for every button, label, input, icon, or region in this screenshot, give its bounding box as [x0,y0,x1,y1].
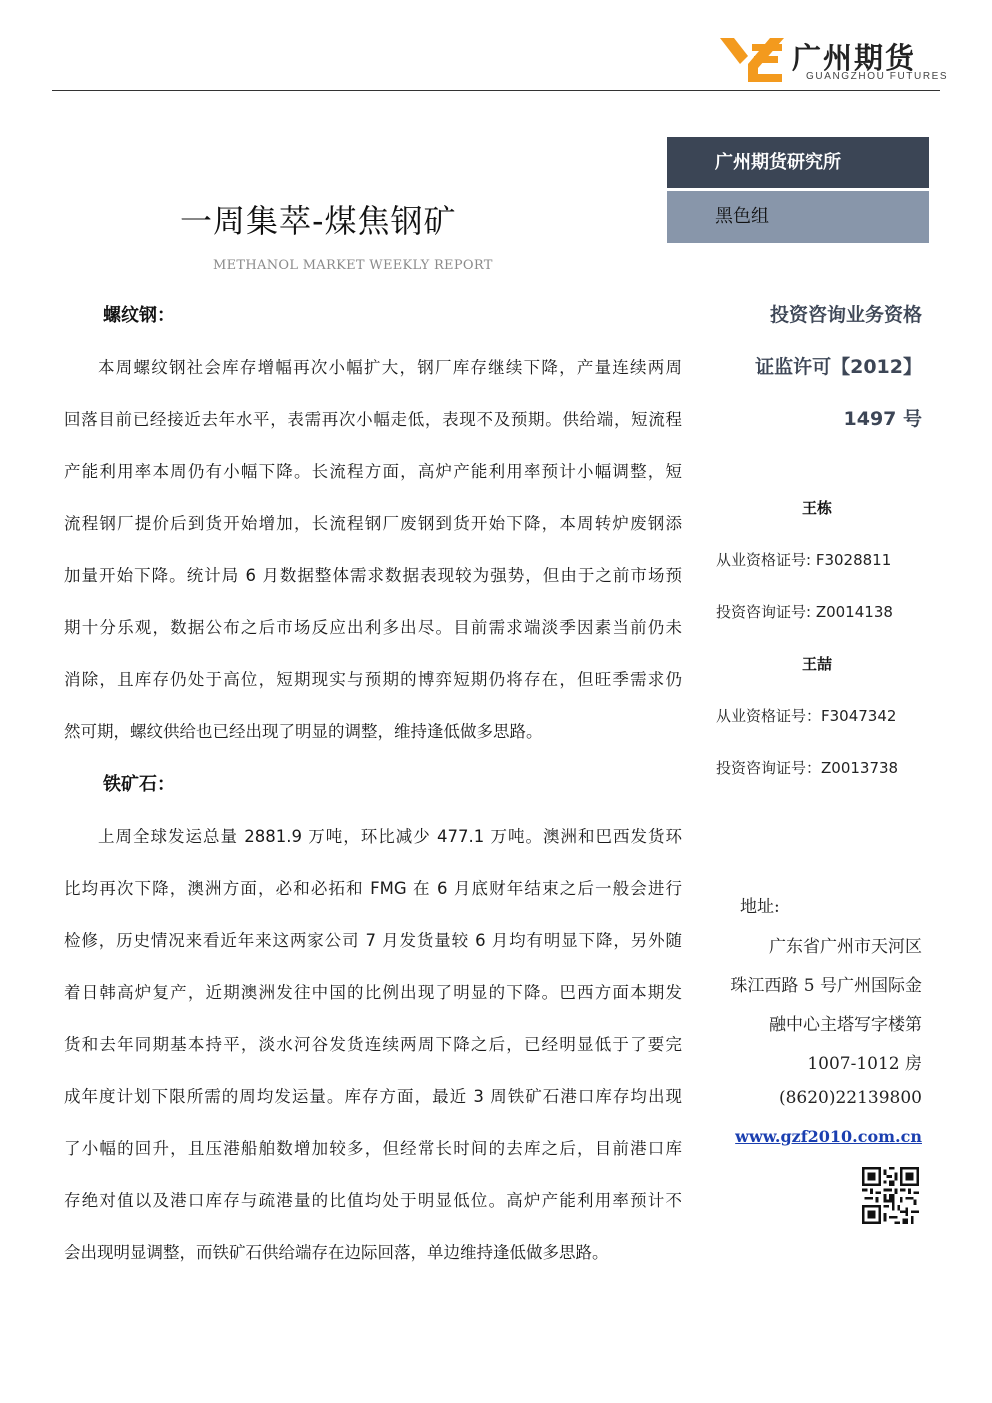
paragraph-line: 会出现明显调整，而铁矿石供给端存在边际回落，单边维持逢低做多思路。 [64,1243,609,1262]
researcher-name: 王喆 [802,655,833,673]
address-line: 珠江西路 5 号广州国际金 [730,976,922,996]
paragraph-line: 存绝对值以及港口库存与疏港量的比值均处于明显低位。高炉产能利用率预计不 [64,1191,682,1210]
researcher-license: 从业资格证号：F3047342 [716,707,897,725]
address-label: 地址: [740,897,780,917]
address-line: 融中心主塔写字楼第 [769,1015,922,1035]
institute-name: 广州期货研究所 [715,152,841,173]
group-name: 黑色组 [715,206,769,227]
researcher-license: 从业资格证号: F3028811 [716,551,892,569]
qualification-line-2: 证监许可【2012】 [755,356,922,378]
researcher-consult-license: 投资咨询证号：Z0013738 [716,759,899,777]
logo-english-name: GUANGZHOU FUTURES [806,71,949,82]
paragraph-line: 成年度计划下限所需的周均发运量。库存方面，最近 3 周铁矿石港口库存均出现 [64,1087,682,1106]
paragraph-line: 了小幅的回升，且压港船舶数增加较多，但经常长时间的去库之后，目前港口库 [64,1139,682,1158]
phone-number: (8620)22139800 [778,1088,922,1108]
qualification-line-1: 投资咨询业务资格 [769,304,922,326]
section-heading-iron-ore: 铁矿石： [103,774,175,795]
paragraph-line: 上周全球发运总量 2881.9 万吨，环比减少 477.1 万吨。澳洲和巴西发货环 [98,827,682,846]
qr-code-icon [862,1167,919,1224]
paragraph-line: 货和去年同期基本持平，淡水河谷发货连续两周下降之后，已经明显低于了要完 [64,1035,682,1054]
paragraph-line: 消除，且库存仍处于高位，短期现实与预期的博弈短期仍将存在，但旺季需求仍 [64,670,682,689]
paragraph-line: 本周螺纹钢社会库存增幅再次小幅扩大，钢厂库存继续下降，产量连续两周 [98,358,682,377]
paragraph-line: 检修，历史情况来看近年来这两家公司 7 月发货量较 6 月均有明显下降，另外随 [64,931,682,950]
report-title: 一周集萃-煤焦钢矿 [180,202,457,240]
header-divider [52,90,940,91]
company-logo [718,34,949,86]
address-line: 1007-1012 房 [807,1054,922,1074]
paragraph-line: 回落目前已经接近去年水平，表需再次小幅走低，表现不及预期。供给端，短流程 [64,410,682,429]
paragraph-line: 加量开始下降。统计局 6 月数据整体需求数据表现较为强势，但由于之前市场预 [64,566,682,585]
logo-mark-icon [718,34,790,86]
paragraph-line: 比均再次下降，澳洲方面，必和必拓和 FMG 在 6 月底财年结束之后一般会进行 [64,879,682,898]
researcher-name: 王栋 [802,499,833,517]
paragraph-line: 产能利用率本周仍有小幅下降。长流程方面，高炉产能利用率预计小幅调整，短 [64,462,682,481]
website-link[interactable]: www.gzf2010.com.cn [735,1127,922,1146]
paragraph-line: 流程钢厂提价后到货开始增加，长流程钢厂废钢到货开始下降，本周转炉废钢添 [64,514,682,533]
paragraph-line: 然可期，螺纹供给也已经出现了明显的调整，维持逢低做多思路。 [64,722,543,741]
paragraph-line: 期十分乐观，数据公布之后市场反应出利多出尽。目前需求端淡季因素当前仍未 [64,618,682,637]
paragraph-line: 着日韩高炉复产，近期澳洲发往中国的比例出现了明显的下降。巴西方面本期发 [64,983,682,1002]
report-subtitle: METHANOL MARKET WEEKLY REPORT [213,258,493,273]
logo-chinese-name: 广州期货 [792,41,917,75]
address-line: 广东省广州市天河区 [769,937,922,957]
researcher-consult-license: 投资咨询证号: Z0014138 [716,603,893,621]
qualification-line-3: 1497 号 [843,408,922,430]
section-heading-rebar: 螺纹钢： [103,305,175,326]
institute-box [667,137,929,188]
group-box [667,191,929,243]
